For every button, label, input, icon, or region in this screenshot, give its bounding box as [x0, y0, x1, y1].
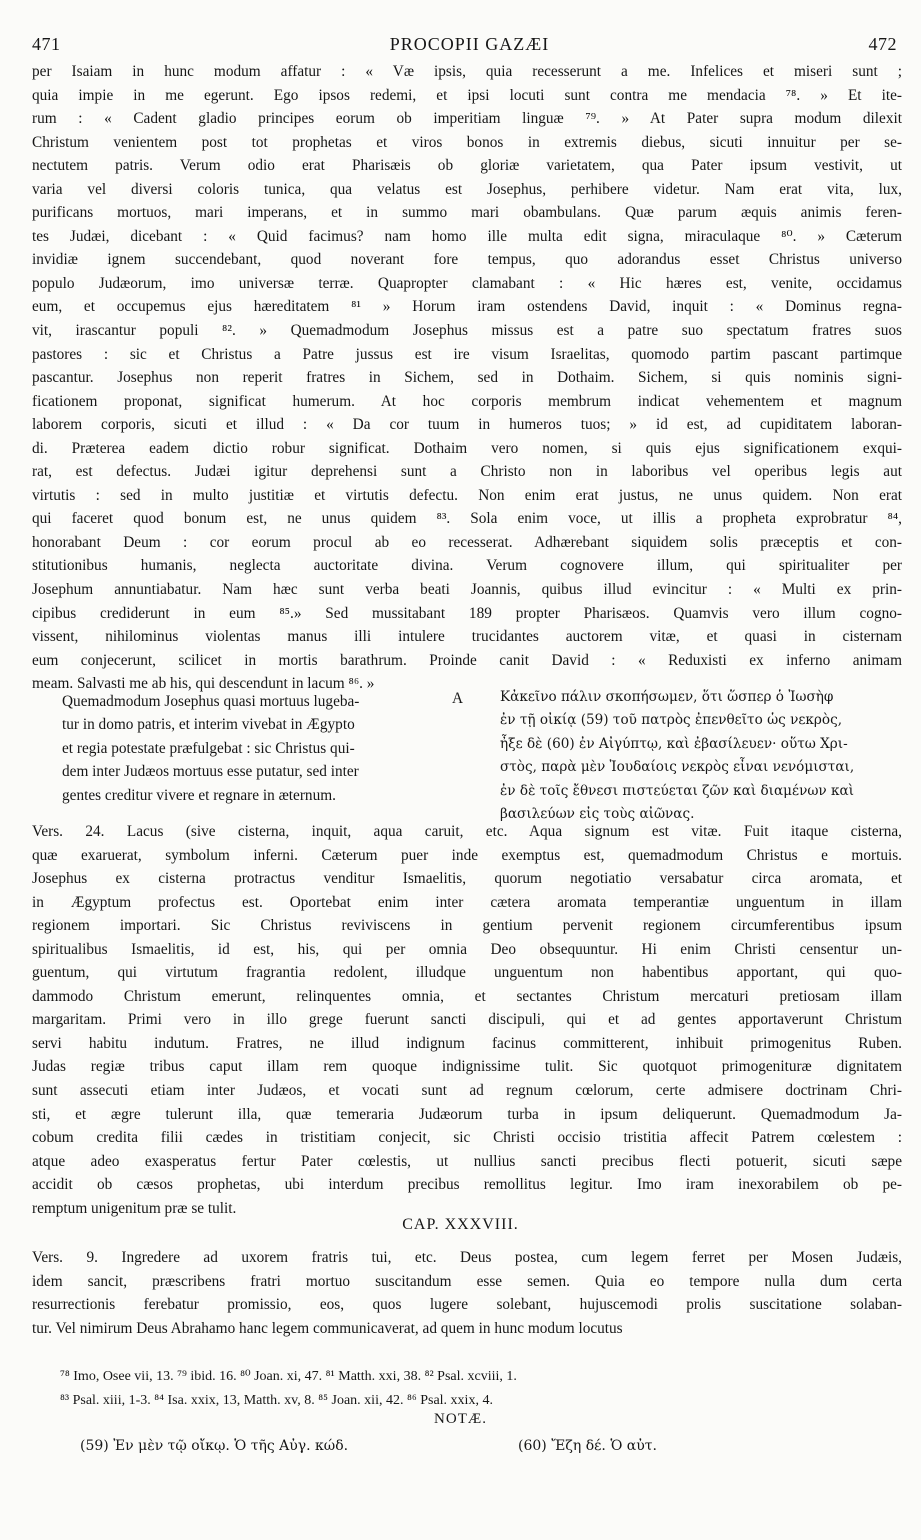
- text-line: remptum unigenitum præ se tulit.: [32, 1199, 237, 1217]
- text-line: pastores : sic et Christus a Patre jussus est ire visum Israelitas, quomodo partim pascant partimque: [32, 345, 902, 363]
- column-line: ἦξε δὲ (60) ἐν Αἰγύπτῳ, καὶ ἐβασίλευεν· οὕτω Χρι-: [500, 735, 848, 752]
- text-line: tur. Vel nimirum Deus Abrahamo hanc legem communicaverat, ad quem in hunc modum locutus: [32, 1319, 623, 1337]
- text-line: tes Judæi, dicebant : « Quid facimus? nam homo ille multa edit signa, miraculaque ⁸⁰. » Cæterum: [32, 227, 902, 245]
- text-line: atque adeo exasperatus fertur Pater cœlestis, ut nullius sancti precibus flecti potuerit, sicuti sæpe: [32, 1152, 902, 1170]
- text-line: Vers. 9. Ingredere ad uxorem fratris tui, etc. Deus postea, cum legem ferret per Mosen Judæis,: [32, 1249, 902, 1266]
- notae-heading: NOTÆ.: [434, 1411, 487, 1427]
- text-line: ficationem proponat, significat humerum. At hoc corporis membrum indicat vehementem et magnum: [32, 392, 902, 410]
- text-line: cobum credita filii cædes in tristitiam conjecit, sic Christi occisio tristitia affecit Patrem cœlestem :: [32, 1129, 902, 1147]
- running-title: PROCOPII GAZÆI: [389, 34, 550, 54]
- text-line: sunt assecuti etiam inter Judæos, et vocati sunt ad regnum cœlorum, certe admisere doctrinam Chri-: [32, 1082, 902, 1100]
- column-line: tur in domo patris, et interim vivebat in Ægypto: [62, 716, 355, 734]
- note-60: (60) Ἔζη δέ. Ὁ αὐτ.: [518, 1438, 657, 1454]
- text-line: varia vel diversi coloris tunica, qua velatus est Josephus, perhibere videtur. Nam erat vita, lux,: [32, 180, 902, 198]
- text-line: eum, et occupemus ejus hæreditatem ⁸¹ » Horum iram ostendens David, inquit : « Dominus regna-: [32, 298, 902, 316]
- text-line: regionem importari. Sic Christus reviviscens in gentium pervenit regionem circumferentibus ipsum: [32, 917, 902, 935]
- text-line: rat, est defectus. Judæi igitur deprehensi sunt a Christo non in laboribus vel operibus legis aut: [32, 463, 902, 481]
- text-line: laborem corporis, sicuti et illud : « Da cor tuum in humeros tuos; » id est, ad cupiditatem laboran-: [32, 416, 902, 434]
- text-line: Vers. 24. Lacus (sive cisterna, inquit, aqua caruit, etc. Aqua signum est vitæ. Fuit itaque cisterna,: [32, 823, 902, 840]
- column-line: dem inter Judæos mortuus esse putatur, sed inter: [62, 763, 359, 781]
- footnotes-line-1: ⁷⁸ Imo, Osee vii, 13. ⁷⁹ ibid. 16. ⁸⁰ Joan. xi, 47. ⁸¹ Matth. xxi, 38. ⁸² Psal. xcviii, 1.: [60, 1369, 517, 1384]
- column-line: στὸς, παρὰ μὲν Ἰουδαίοις νεκρὸς εἶναι νενόμισται,: [500, 759, 855, 776]
- text-line: cipibus crediderunt in eum ⁸⁵.» Sed mussitabant 189 propter Pharisæos. Quamvis vero illum cogno-: [32, 604, 902, 622]
- column-line: ἐν δὲ τοῖς ἔθνεσι πιστεύεται ζῶν καὶ διαμένων καὶ: [500, 782, 855, 799]
- text-line: guentum, qui virtutum fragrantia redolent, illudque unguentum non habentibus apportant, qui quo-: [32, 964, 902, 982]
- text-line: Josephum annuntiabatur. Nam hæc sunt verba beati Joannis, quibus illud evincitur : « Multi ex prin-: [32, 581, 902, 599]
- paragraph-top: [32, 60, 902, 696]
- text-line: idem sancit, præscribens fratri mortuo suscitandum esse semen. Quia eo tempore nulla dum certa: [32, 1272, 902, 1290]
- text-line: Christum venientem post tot prophetas et viros bonos in extremis diebus, sicuti innuitur per se-: [32, 133, 902, 151]
- chapter-heading: CAP. XXXVIII.: [402, 1216, 519, 1233]
- column-line: et regia potestate præfulgebat : sic Christus qui-: [62, 739, 355, 757]
- text-line: nectutem patris. Verum odio erat Pharisæis ob gloriæ varietatem, qua Pater ipsum vestivit, ut: [32, 157, 902, 175]
- text-line: di. Præterea eadem dictio robur significat. Dothaim vero nomen, si quis ejus significationem exqui-: [32, 439, 902, 457]
- column-line: gentes creditur vivere et regnare in æternum.: [62, 786, 336, 804]
- latin-column: [62, 690, 462, 807]
- column-line: ἐν τῇ οἰκίᾳ (59) τοῦ πατρὸς ἐπενθεῖτο ὡς νεκρὸς,: [500, 712, 843, 729]
- paragraph-vers-24: [32, 820, 902, 1220]
- text-line: Josephus ex cisterna protractus venditur Ismaelitis, quorum negotiatio versabatur circa aromata, et: [32, 870, 902, 888]
- text-line: quæ exaruerat, symbolum inferni. Cæterum puer inde exemptus est, quemadmodum Christus e mortuis.: [32, 846, 902, 864]
- text-line: quia impie in me egerunt. Ego ipsos redemi, et ipsi locuti sunt contra me mendacia ⁷⁸. » Et ite-: [32, 86, 902, 104]
- paragraph-vers-9: [32, 1246, 902, 1340]
- text-line: resurrectionis ferebatur promissio, eos, quos lugere solebant, hujuscemodi prolis suscitatione solaban-: [32, 1296, 902, 1314]
- text-line: virtutis : sed in multo justitiæ et virtutis defectu. Non enim erat justus, ne unus quidem. Non erat: [32, 486, 902, 504]
- text-line: Judas regiæ tribus caput illam rem quoque indignissime tulit. Sic quotquot primogenituræ dignitatem: [32, 1058, 902, 1076]
- text-line: invidiæ ignem succendebant, quod noverant fore tempus, quo adorandus esset Christus universo: [32, 251, 902, 269]
- text-line: margaritam. Primi vero in illo grege fuerunt sancti discipuli, qui et ad gentes apportaverunt Christum: [32, 1011, 902, 1029]
- text-line: eum conjecerunt, scilicet in mortis barathrum. Proinde canit David : « Reduxisti ex inferno animam: [32, 651, 902, 669]
- text-line: vit, irascantur populi ⁸². » Quemadmodum Josephus missus est a patre suo spectatum fratres suos: [32, 322, 902, 340]
- text-line: sti, et ægre tulerunt illa, quæ temeraria Judæorum turba in ipsum deliquerunt. Quemadmodum Ja-: [32, 1105, 902, 1123]
- text-line: rum : « Cadent gladio principes eorum ob imperitiam linguæ ⁷⁹. » At Pater supra modum dilexit: [32, 110, 902, 128]
- text-line: in Ægyptum profectus est. Oportebat enim inter cætera aromata temperantiæ unguentum in illam: [32, 893, 902, 911]
- running-header: [32, 34, 907, 58]
- text-line: purificans mortuos, mari imperans, et in summo mari obambulans. Quæ parum æquis animis feren-: [32, 204, 902, 222]
- note-59: (59) Ἐν μὲν τῷ οἴκῳ. Ὁ τῆς Αὐγ. κώδ.: [80, 1438, 349, 1454]
- text-line: per Isaiam in hunc modum affatur : « Væ ipsis, quia recesserunt a me. Infelices et miseri sunt ;: [32, 63, 902, 80]
- text-line: vissent, nihilominus violentas manus illi intulere trucidantes auctorem vitæ, et quasi in cisternam: [32, 628, 902, 646]
- text-line: pascantur. Josephus non reperit fratres in Sichem, sed in Dothaim. Sichem, si quis nominis signi-: [32, 369, 902, 387]
- text-line: stitutionibus humanis, neglecta auctoritate divina. Verum cognovere illum, qui spiritualiter per: [32, 557, 902, 575]
- column-line: βασιλεύων εἰς τοὺς αἰῶνας.: [500, 806, 695, 823]
- text-line: spiritualibus Ismaelitis, id est, his, qui per omnia Deo obsequuntur. Hi enim Christi censentur un-: [32, 940, 902, 958]
- left-page-number: 471: [32, 34, 61, 54]
- text-line: meam. Salvasti me ab his, qui descendunt in lacum ⁸⁶. »: [32, 675, 375, 693]
- column-line: Κἀκεῖνο πάλιν σκοπήσωμεν, ὅτι ὥσπερ ὁ Ἰωσὴφ: [500, 689, 834, 705]
- text-line: servi habitu indutum. Fratres, ne illud indignum facinus committerent, inhibuit primogenitus Ruben.: [32, 1034, 902, 1052]
- text-line: honorabant Deum : cor eorum procul ab eo recesserat. Adhærebant siquidem solis præceptis et con-: [32, 533, 902, 551]
- text-line: accidit ob cæsos prophetas, ubi interdum precibus remollitus legitur. Imo iram inexorabilem ob pe-: [32, 1176, 902, 1194]
- greek-column: [500, 686, 910, 826]
- text-line: dammodo Christum emerunt, relinquentes omnia, et sectantes Christum mercaturi pretiosam illam: [32, 987, 902, 1005]
- column-line: Quemadmodum Josephus quasi mortuus lugeba-: [62, 693, 360, 710]
- text-line: qui faceret quod bonum est, ne unus quidem ⁸³. Sola enim voce, ut illis a propheta exprobratur ⁸⁴,: [32, 510, 902, 528]
- footnotes-line-2: ⁸³ Psal. xiii, 1-3. ⁸⁴ Isa. xxix, 13, Matth. xv, 8. ⁸⁵ Joan. xii, 42. ⁸⁶ Psal. xxix, 4.: [60, 1393, 493, 1408]
- text-line: populo Judæorum, imo universæ terræ. Quapropter clamabant : « Hic hæres est, venite, occidamus: [32, 274, 902, 292]
- right-page-number: 472: [868, 34, 897, 54]
- column-marker: A: [452, 690, 464, 707]
